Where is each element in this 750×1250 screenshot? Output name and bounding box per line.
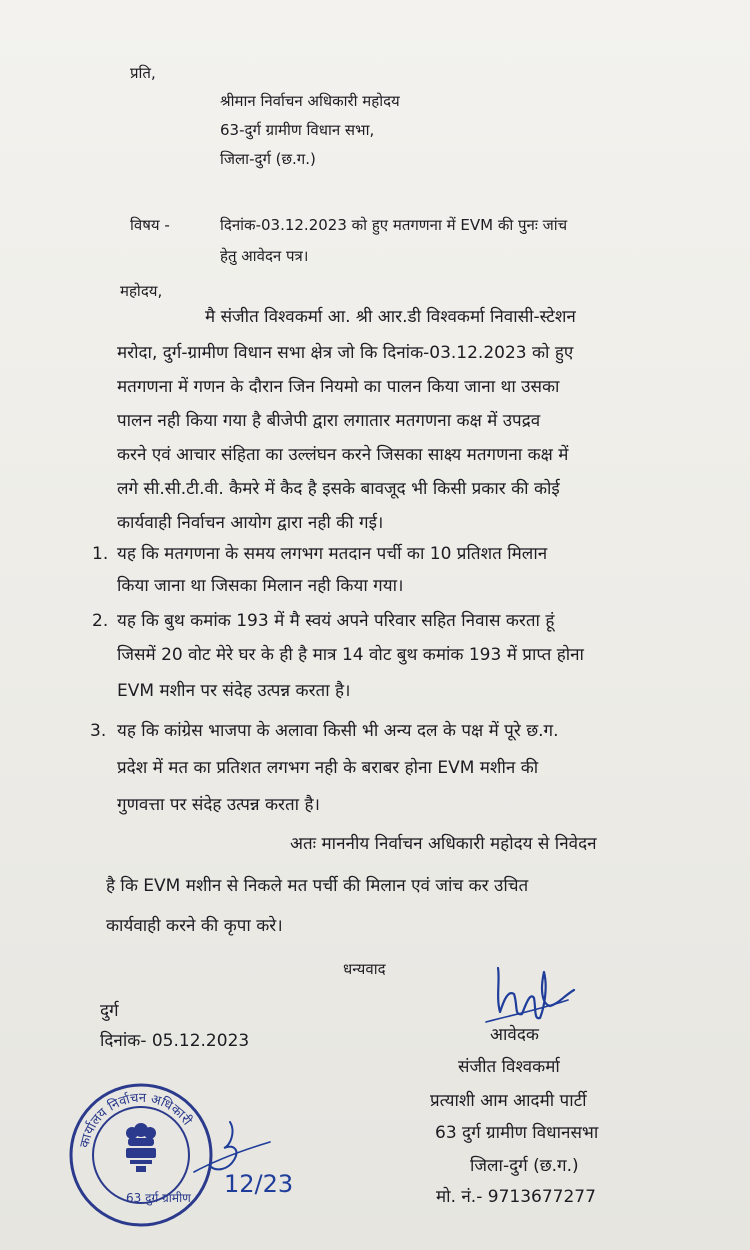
subject-label: विषय - [130,216,170,234]
applicant-mobile: मो. नं.- 9713677277 [436,1187,596,1207]
request-line: है कि EVM मशीन से निकले मत पर्ची की मिलान एवं जांच कर उचित [106,876,529,896]
point-line: यह कि कांग्रेस भाजपा के अलावा किसी भी अन्य दल के पक्ष में पूरे छ.ग. [117,721,559,741]
point-number: 2. [92,611,109,631]
applicant-role: प्रत्याशी आम आदमी पार्टी [430,1091,587,1111]
officer-initials [190,1118,300,1203]
applicant-title: आवेदक [490,1025,539,1045]
subject-line-1: दिनांक-03.12.2023 को हुए मतगणना में EVM की पुनः जांच [220,216,568,234]
point-line: प्रदेश में मत का प्रतिशत लगभग नही के बराबर होना EVM मशीन की [117,758,539,778]
applicant-constituency: 63 दुर्ग ग्रामीण विधानसभा [435,1123,599,1143]
place: दुर्ग [100,1001,119,1021]
stamp-ring-text: कार्यालय निर्वाचन अधिकारी [77,1090,195,1150]
body-line: मै संजीत विश्वकर्मा आ. श्री आर.डी विश्वकर्मा निवासी-स्टेशन [205,307,576,327]
applicant-signature [478,960,578,1030]
emblem-icon [126,1123,156,1172]
point-line: किया जाना था जिसका मिलान नही किया गया। [117,576,404,596]
applicant-name: संजीत विश्वकर्मा [458,1057,560,1077]
request-line: अतः माननीय निर्वाचन अधिकारी महोदय से निवेदन [290,834,597,854]
stamp-bottom-text: 63 दुर्ग ग्रामीण [126,1191,191,1205]
initial-date: 12/23 [224,1170,294,1198]
point-line: यह कि मतगणना के समय लगभग मतदान पर्ची का 10 प्रतिशत मिलान [117,544,548,564]
salutation-to: प्रति, [130,64,156,82]
recipient-line-2: 63-दुर्ग ग्रामीण विधान सभा, [220,121,375,139]
point-number: 1. [92,544,109,564]
applicant-district: जिला-दुर्ग (छ.ग.) [470,1156,579,1176]
body-line: करने एवं आचार संहिता का उल्लंघन करने जिसका साक्ष्य मतगणना कक्ष में [117,445,569,465]
point-line: EVM मशीन पर संदेह उत्पन्न करता है। [117,681,351,701]
greeting: महोदय, [120,282,163,300]
point-number: 3. [90,721,107,741]
body-line: कार्यवाही निर्वाचन आयोग द्वारा नही की गई। [117,513,384,533]
point-line: जिसमें 20 वोट मेरे घर के ही है मात्र 14 वोट बुथ कमांक 193 में प्राप्त होना [117,645,584,665]
body-line: मरोदा, दुर्ग-ग्रामीण विधान सभा क्षेत्र जो कि दिनांक-03.12.2023 को हुए [117,343,574,363]
thanks: धन्यवाद [343,960,386,978]
letter-date: दिनांक- 05.12.2023 [100,1031,250,1051]
body-line: पालन नही किया गया है बीजेपी द्वारा लगातार मतगणना कक्ष में उपद्रव [117,411,541,431]
request-line: कार्यवाही करने की कृपा करे। [106,916,283,936]
point-line: गुणवत्ता पर संदेह उत्पन्न करता है। [117,795,320,815]
body-line: मतगणना में गणन के दौरान जिन नियमो का पालन किया जाना था उसका [117,377,560,397]
point-line: यह कि बुथ कमांक 193 में मै स्वयं अपने परिवार सहित निवास करता हूं [117,611,555,631]
recipient-line-1: श्रीमान निर्वाचन अधिकारी महोदय [220,92,400,110]
recipient-line-3: जिला-दुर्ग (छ.ग.) [220,150,316,168]
body-line: लगे सी.सी.टी.वी. कैमरे में कैद है इसके बावजूद भी किसी प्रकार की कोई [117,479,560,499]
subject-line-2: हेतु आवेदन पत्र। [220,247,309,265]
